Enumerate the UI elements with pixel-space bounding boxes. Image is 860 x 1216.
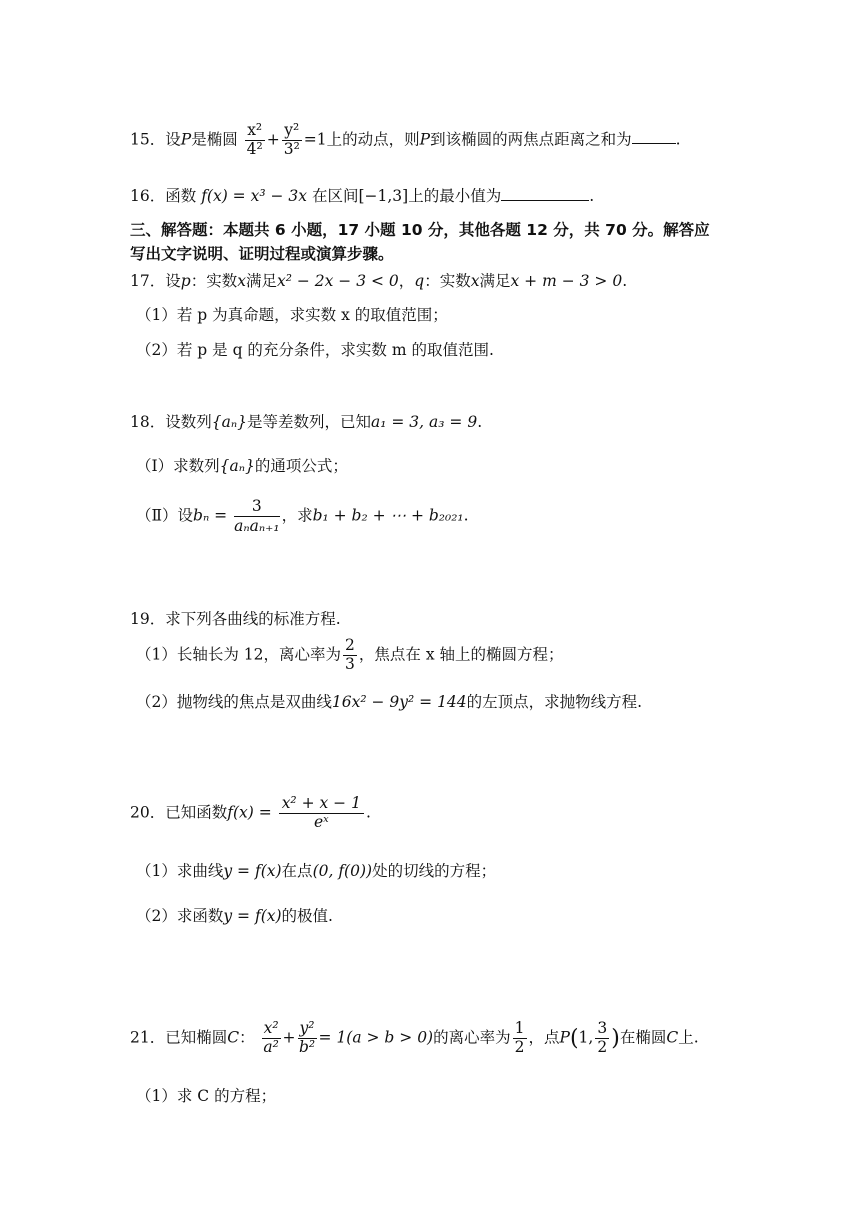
- fraction-3-over-an-an1: [234, 498, 279, 535]
- var-p: p: [180, 272, 191, 290]
- question-number: 15．: [130, 130, 166, 149]
- equals-one: =1: [303, 130, 327, 149]
- denominator: aₙaₙ₊₁: [234, 516, 280, 535]
- plus-sign: +: [282, 1028, 296, 1047]
- text: 的离心率为: [433, 1028, 511, 1047]
- answer-blank[interactable]: [632, 142, 676, 144]
- condition: = 1(a > b > 0): [318, 1028, 434, 1047]
- period: .: [477, 413, 483, 431]
- function-lhs: f(x) =: [227, 803, 272, 822]
- period: .: [622, 272, 628, 290]
- text: 满足: [245, 272, 277, 290]
- question-19-part1: [136, 637, 564, 674]
- question-20-part1: [136, 859, 496, 881]
- point-x: 1,: [578, 1028, 594, 1047]
- text: （Ⅱ）设: [136, 506, 194, 525]
- numerator: y²: [282, 122, 302, 141]
- var-p: P: [419, 130, 431, 149]
- text: 已知函数: [165, 803, 228, 822]
- denominator: a²: [263, 1037, 279, 1056]
- var-q: q: [414, 272, 425, 290]
- numerator: 2: [345, 636, 355, 654]
- question-number: 21．: [130, 1028, 166, 1047]
- question-17-part2: （2）若 p 是 q 的充分条件，求实数 m 的取值范围.: [136, 341, 494, 359]
- fraction-y2-over-3-2: [282, 122, 302, 159]
- text: 在椭圆: [619, 1028, 667, 1047]
- text: ：实数: [190, 272, 238, 290]
- hyperbola-equation: 16x² − 9y² = 144: [331, 693, 467, 711]
- denominator: eˣ: [313, 812, 329, 831]
- text: 的通项公式；: [254, 457, 348, 475]
- numerator: x²: [263, 1019, 279, 1037]
- text: 上的动点，则: [326, 130, 420, 149]
- var-x: x: [237, 272, 246, 290]
- question-21-stem: [130, 1020, 699, 1057]
- inequality-1: x² − 2x − 3 < 0: [276, 272, 399, 290]
- fraction-1-over-2: [513, 1020, 527, 1057]
- period: .: [365, 803, 371, 822]
- text: 已知椭圆: [165, 1028, 228, 1047]
- question-18-part1: [136, 454, 348, 476]
- numerator: x²: [245, 122, 265, 141]
- section-header-line1: 三、解答题：本题共 6 小题，17 小题 10 分，其他各题 12 分，共 70 分。解答应: [130, 221, 710, 239]
- curve: y = f(x): [223, 862, 282, 880]
- question-17-stem: [130, 269, 627, 291]
- right-paren: ): [611, 1025, 620, 1051]
- denominator: b²: [298, 1037, 316, 1056]
- var-c: C: [227, 1028, 240, 1047]
- text: 设: [165, 130, 181, 149]
- period: .: [675, 130, 681, 149]
- text: ，: [398, 272, 415, 290]
- text: 是等差数列，已知: [247, 413, 372, 431]
- question-21-part1: （1）求 C 的方程；: [136, 1087, 277, 1105]
- text: 是椭圆: [191, 130, 238, 149]
- text: （I）求数列: [136, 457, 220, 475]
- text: 到该椭圆的两焦点距离之和为: [430, 130, 632, 149]
- question-16: [130, 184, 594, 206]
- question-number: 16．: [130, 187, 166, 205]
- var-p: P: [180, 130, 192, 149]
- text: 的极值.: [281, 907, 333, 925]
- numerator: x² + x − 1: [279, 795, 364, 814]
- sum-expression: b₁ + b₂ + ⋯ + b₂₀₂₁: [312, 506, 464, 525]
- function-fraction: [279, 795, 364, 832]
- question-20-part2: [136, 904, 333, 926]
- question-19-part2: [136, 690, 642, 712]
- text: 上.: [678, 1028, 699, 1047]
- section-header-line2: 写出文字说明、证明过程或演算步骤。: [130, 245, 394, 263]
- period: .: [463, 506, 469, 525]
- answer-blank[interactable]: [501, 199, 589, 201]
- question-18-stem: [130, 410, 482, 432]
- text: 函数: [165, 187, 197, 205]
- text: （1）求曲线: [136, 862, 224, 880]
- inequality-2: x + m − 3 > 0: [510, 272, 623, 290]
- text: 处的切线的方程；: [372, 862, 497, 880]
- question-17-part1: （1）若 p 为真命题，求实数 x 的取值范围；: [136, 306, 448, 324]
- bn-lhs: bₙ =: [193, 506, 228, 525]
- text: 设: [165, 272, 181, 290]
- text: 满足: [479, 272, 511, 290]
- fraction-3-over-2: [595, 1020, 609, 1057]
- colon: ：: [239, 1028, 255, 1047]
- question-20-stem: [130, 795, 371, 832]
- denominator: 3: [345, 654, 355, 673]
- plus-sign: +: [266, 130, 280, 149]
- question-number: 17．: [130, 272, 166, 290]
- fraction-y2-over-b2: [298, 1020, 317, 1057]
- interval: [−1,3]: [358, 187, 409, 205]
- question-number: 18．: [130, 413, 166, 431]
- text: 在点: [281, 862, 313, 880]
- var-x: x: [470, 272, 480, 290]
- text: 的左顶点，求抛物线方程.: [466, 693, 643, 711]
- text: ，求: [281, 506, 313, 525]
- question-number: 20．: [130, 803, 166, 822]
- given-values: a₁ = 3, a₃ = 9: [371, 413, 478, 431]
- var-p: P: [559, 1028, 570, 1047]
- text: 设数列: [165, 413, 212, 431]
- text: 在区间: [311, 187, 359, 205]
- text: ，点: [528, 1028, 560, 1047]
- numerator: y²: [299, 1019, 315, 1037]
- sequence: {aₙ}: [211, 413, 247, 431]
- numerator: 3: [597, 1019, 608, 1037]
- numerator: 1: [514, 1019, 525, 1037]
- point: (0, f(0)): [312, 862, 373, 880]
- fraction-2-over-3: [343, 637, 357, 674]
- text: ：实数: [424, 272, 471, 290]
- text: ，焦点在 x 轴上的椭圆方程；: [358, 645, 564, 664]
- text: 上的最小值为: [408, 187, 502, 205]
- denominator: 4²: [246, 139, 263, 158]
- text: （2）求函数: [136, 907, 224, 925]
- question-15: [130, 122, 681, 159]
- denominator: 2: [597, 1037, 608, 1056]
- denominator: 3²: [283, 139, 300, 158]
- numerator: 3: [234, 498, 279, 517]
- text: （2）抛物线的焦点是双曲线: [136, 693, 332, 711]
- fraction-x2-over-4-2: [245, 122, 265, 159]
- question-19-stem: 19．求下列各曲线的标准方程.: [130, 610, 341, 628]
- function-expression: f(x) = x³ − 3x: [201, 187, 308, 205]
- function: y = f(x): [223, 907, 282, 925]
- var-c: C: [666, 1028, 679, 1047]
- question-18-part2: [136, 498, 469, 535]
- fraction-x2-over-a2: [262, 1020, 281, 1057]
- sequence: {aₙ}: [219, 457, 255, 475]
- text: （1）长轴长为 12，离心率为: [136, 645, 342, 664]
- denominator: 2: [514, 1037, 525, 1056]
- period: .: [589, 187, 595, 205]
- left-paren: (: [569, 1025, 579, 1051]
